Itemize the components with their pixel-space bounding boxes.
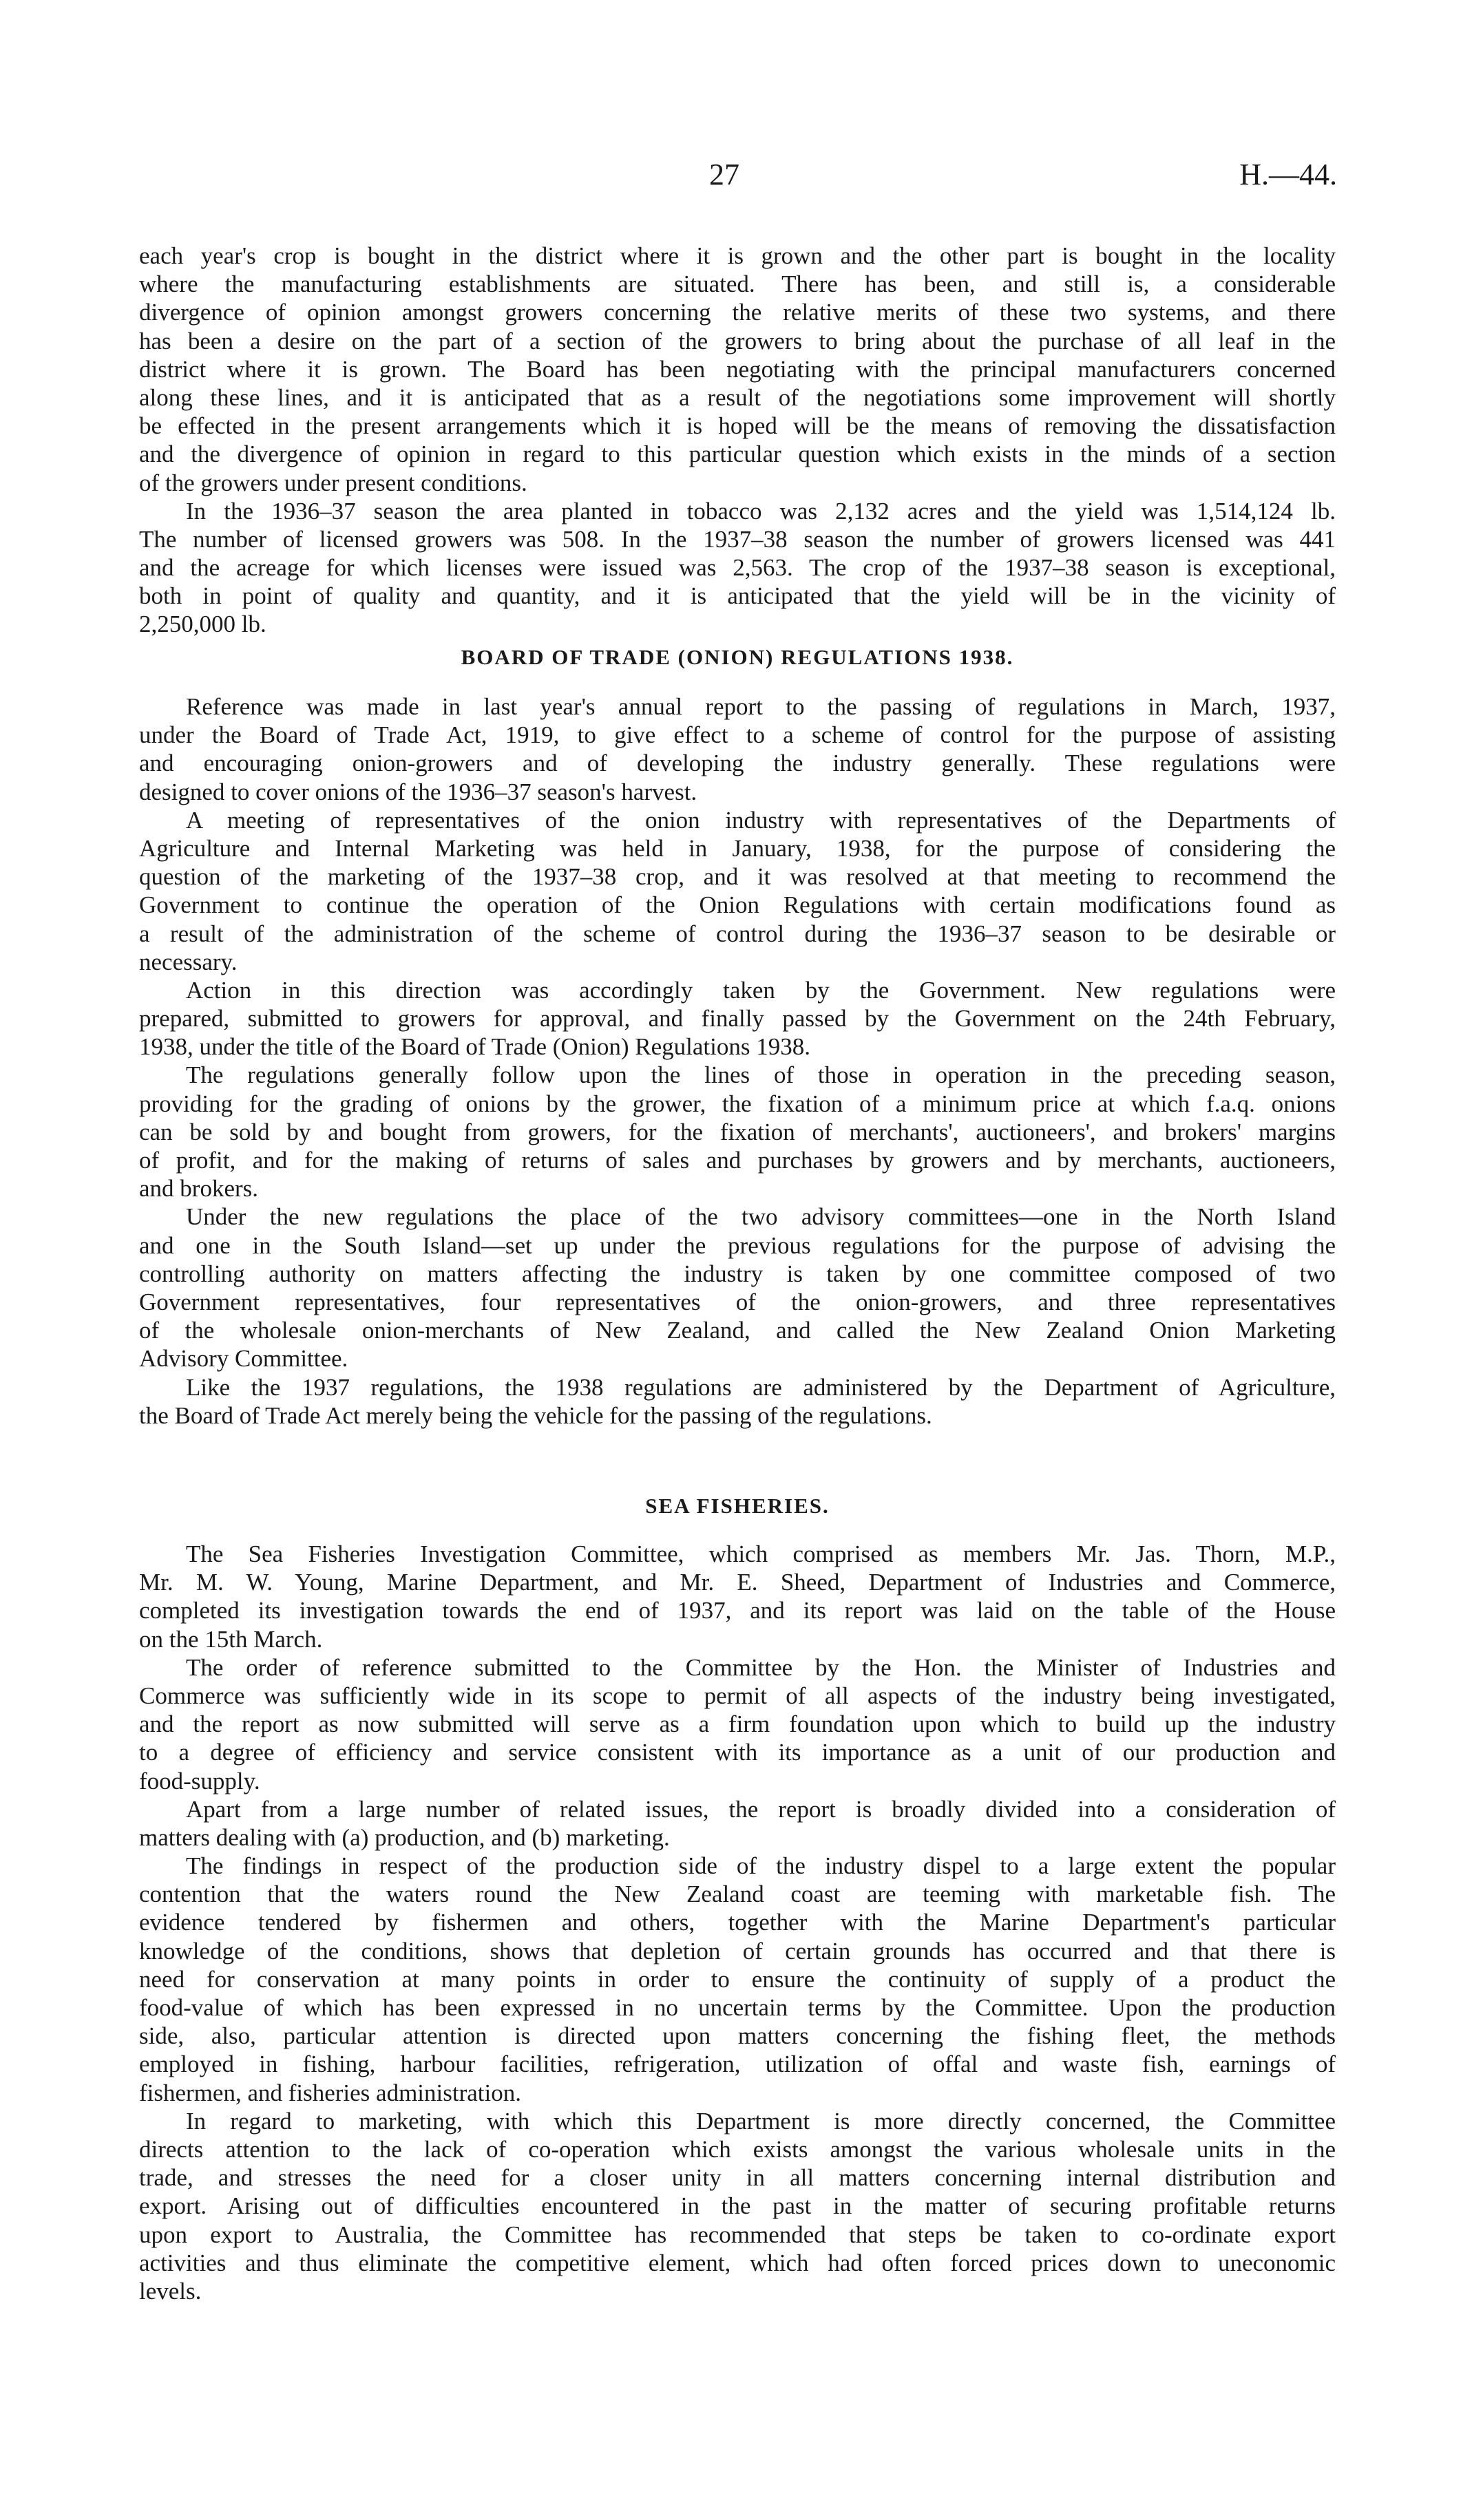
text-line: side, also, particular attention is directed upon matters concerning the fishing fleet, the methods: [139, 2022, 1336, 2050]
text-line: necessary.: [139, 948, 238, 975]
paragraph: [139, 806, 1336, 976]
text-line: and the divergence of opinion in regard to this particular question which exists in the minds of a section: [139, 441, 1336, 468]
text-line: along these lines, and it is anticipated that as a result of the negotiations some improvement will shortly: [139, 383, 1336, 411]
text-line: Commerce was sufficiently wide in its scope to permit of all aspects of the industry being investigated,: [139, 1682, 1336, 1709]
text-line: Under the new regulations the place of the two advisory committees—one in the North Island: [186, 1203, 1336, 1231]
text-line: completed its investigation towards the end of 1937, and its report was laid on the table of the House: [139, 1597, 1336, 1624]
text-line: of the wholesale onion-merchants of New Zealand, and called the New Zealand Onion Marketing: [139, 1317, 1336, 1344]
text-line: where the manufacturing establishments are situated. There has been, and still is, a considerable: [139, 271, 1336, 298]
text-line: the Board of Trade Act merely being the vehicle for the passing of the regulations.: [139, 1401, 932, 1429]
text-line: designed to cover onions of the 1936–37 season's harvest.: [139, 778, 697, 805]
text-line: The order of reference submitted to the Committee by the Hon. the Minister of Industries and: [186, 1653, 1336, 1681]
text-line: prepared, submitted to growers for approval, and finally passed by the Government on the 24th February,: [139, 1005, 1336, 1033]
text-line: and the report as now submitted will serve as a firm foundation upon which to build up the industry: [139, 1711, 1336, 1738]
text-line: question of the marketing of the 1937–38 crop, and it was resolved at that meeting to recommend the: [139, 863, 1336, 891]
text-line: divergence of opinion amongst growers concerning the relative merits of these two systems, and there: [139, 299, 1336, 326]
text-line: under the Board of Trade Act, 1919, to give effect to a scheme of control for the purpose of assisting: [139, 721, 1336, 749]
text-line: both in point of quality and quantity, and it is anticipated that the yield will be in the vicinity of: [139, 582, 1336, 610]
text-line: 2,250,000 lb.: [139, 611, 266, 638]
text-line: The regulations generally follow upon the lines of those in operation in the preceding season,: [186, 1061, 1336, 1089]
text-line: matters dealing with (a) production, and (b) marketing.: [139, 1823, 670, 1851]
text-line: food-value of which has been expressed in no uncertain terms by the Committee. Upon the production: [139, 1994, 1336, 2021]
text-line: 1938, under the title of the Board of Trade (Onion) Regulations 1938.: [139, 1033, 810, 1061]
paragraph: [139, 242, 1336, 497]
paragraph: [139, 1653, 1336, 1795]
text-line: of profit, and for the making of returns of sales and purchases by growers and by merchants, auctioneers,: [139, 1147, 1336, 1174]
paragraph: [139, 1852, 1336, 2107]
paragraph: [139, 1061, 1336, 1203]
text-line: Mr. M. W. Young, Marine Department, and Mr. E. Sheed, Department of Industries and Commerce,: [139, 1569, 1336, 1596]
paragraph: [139, 1795, 1336, 1852]
text-line: Government representatives, four representatives of the onion-growers, and three representatives: [139, 1288, 1336, 1315]
text-line: need for conservation at many points in order to ensure the continuity of supply of a product the: [139, 1965, 1336, 1993]
paragraph: [139, 1203, 1336, 1373]
text-line: providing for the grading of onions by the grower, the fixation of a minimum price at which f.a.q. onions: [139, 1090, 1336, 1117]
text-line: employed in fishing, harbour facilities, refrigeration, utilization of offal and waste fish, earnings of: [139, 2051, 1336, 2078]
text-line: The findings in respect of the production side of the industry dispel to a large extent the popular: [186, 1852, 1336, 1880]
paragraph: [139, 692, 1336, 806]
text-line: each year's crop is bought in the district where it is grown and the other part is bought in the locality: [139, 242, 1336, 269]
text-line: Like the 1937 regulations, the 1938 regulations are administered by the Department of Agriculture,: [186, 1373, 1336, 1401]
text-line: export. Arising out of difficulties encountered in the past in the matter of securing profitable returns: [139, 2192, 1336, 2220]
text-line: In regard to marketing, with which this Department is more directly concerned, the Committee: [186, 2107, 1336, 2135]
text-line: Apart from a large number of related issues, the report is broadly divided into a consideration of: [186, 1795, 1336, 1823]
text-line: Agriculture and Internal Marketing was held in January, 1938, for the purpose of considering the: [139, 834, 1336, 862]
text-line: Advisory Committee.: [139, 1345, 348, 1373]
text-line: levels.: [139, 2277, 202, 2305]
text-line: of the growers under present conditions.: [139, 469, 527, 496]
text-line: activities and thus eliminate the competitive element, which had often forced prices down to uneconomic: [139, 2249, 1336, 2276]
text-line: and encouraging onion-growers and of developing the industry generally. These regulations were: [139, 750, 1336, 777]
text-line: to a degree of efficiency and service consistent with its importance as a unit of our production and: [139, 1739, 1336, 1766]
paragraph: [139, 976, 1336, 1061]
paragraph: [139, 1373, 1336, 1430]
paragraph: [139, 2107, 1336, 2305]
text-line: trade, and stresses the need for a closer unity in all matters concerning internal distribution and: [139, 2164, 1336, 2192]
text-line: and brokers.: [139, 1175, 259, 1203]
text-line: contention that the waters round the New Zealand coast are teeming with marketable fish. The: [139, 1881, 1336, 1908]
text-line: directs attention to the lack of co-operation which exists amongst the various wholesale units in the: [139, 2135, 1336, 2163]
text-line: food-supply.: [139, 1767, 260, 1794]
text-line: be effected in the present arrangements which it is hoped will be the means of removing the dissatisfaction: [139, 412, 1336, 440]
section-sea-fisheries: [139, 1540, 1336, 2305]
section-tobacco-continued: [139, 242, 1336, 639]
text-line: upon export to Australia, the Committee has recommended that steps be taken to co-ordinate export: [139, 2221, 1336, 2248]
text-line: and one in the South Island—set up under the previous regulations for the purpose of advising the: [139, 1231, 1336, 1259]
text-line: district where it is grown. The Board has been negotiating with the principal manufacturers concerned: [139, 355, 1336, 383]
text-line: a result of the administration of the scheme of control during the 1936–37 season to be desirable or: [139, 920, 1336, 947]
text-line: evidence tendered by fishermen and others, together with the Marine Department's particular: [139, 1909, 1336, 1936]
text-line: can be sold by and bought from growers, for the fixation of merchants', auctioneers', and brokers' margins: [139, 1118, 1336, 1145]
text-line: A meeting of representatives of the onion industry with representatives of the Departments of: [186, 806, 1336, 834]
text-line: Action in this direction was accordingly taken by the Government. New regulations were: [186, 976, 1336, 1004]
heading-onion-regulations: BOARD OF TRADE (ONION) REGULATIONS 1938.: [461, 645, 1014, 669]
paragraph: [139, 497, 1336, 639]
text-line: knowledge of the conditions, shows that depletion of certain grounds has occurred and that there is: [139, 1937, 1336, 1965]
document-reference: H.—44.: [1239, 158, 1337, 191]
text-line: has been a desire on the part of a section of the growers to bring about the purchase of all leaf in the: [139, 327, 1336, 354]
text-line: In the 1936–37 season the area planted in tobacco was 2,132 acres and the yield was 1,514,124 lb.: [186, 497, 1336, 525]
text-line: fishermen, and fisheries administration.: [139, 2079, 521, 2106]
text-line: on the 15th March.: [139, 1625, 323, 1653]
section-onion-regulations: [139, 692, 1336, 1430]
text-line: and the acreage for which licenses were issued was 2,563. The crop of the 1937–38 season is exceptional,: [139, 554, 1336, 582]
text-line: Reference was made in last year's annual report to the passing of regulations in March, 1937,: [186, 693, 1336, 720]
heading-sea-fisheries: SEA FISHERIES.: [645, 1494, 830, 1518]
text-line: Government to continue the operation of the Onion Regulations with certain modifications found as: [139, 891, 1336, 919]
text-line: The Sea Fisheries Investigation Committee, which comprised as members Mr. Jas. Thorn, M.P.,: [186, 1540, 1336, 1567]
text-line: controlling authority on matters affecting the industry is taken by one committee composed of two: [139, 1260, 1336, 1287]
text-line: The number of licensed growers was 508. In the 1937–38 season the number of growers licensed was 441: [139, 525, 1336, 553]
page-number: 27: [709, 158, 739, 191]
paragraph: [139, 1540, 1336, 1653]
